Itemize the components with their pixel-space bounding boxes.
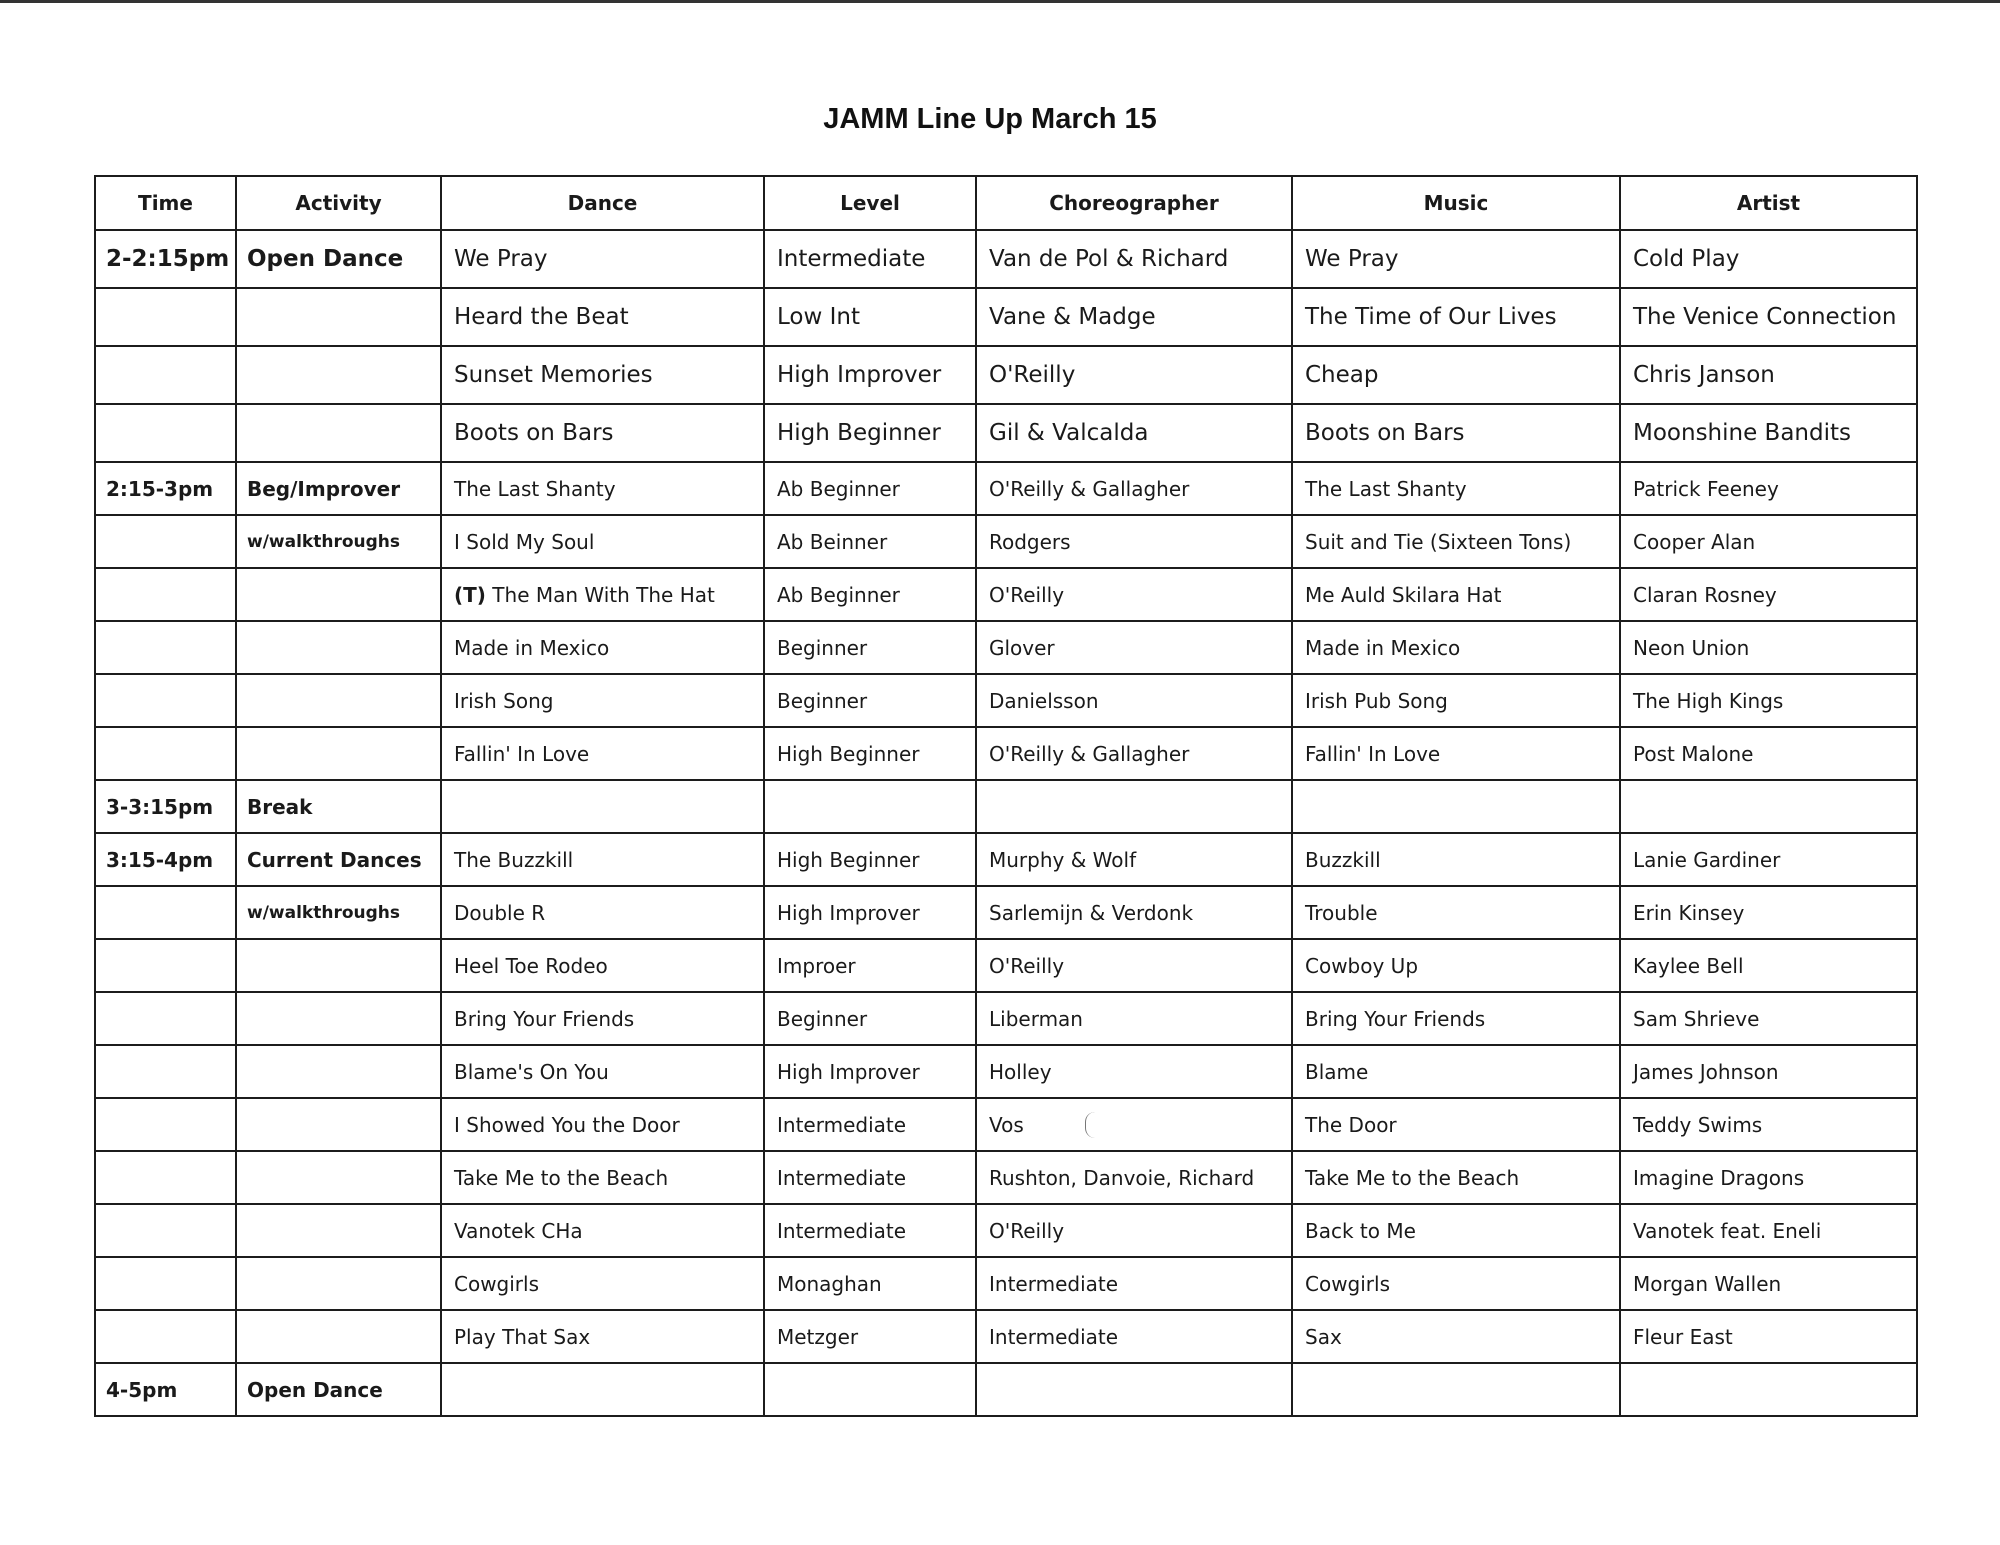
dance-cell: Made in Mexico — [441, 621, 764, 674]
music-cell: Cowgirls — [1292, 1257, 1620, 1310]
choreographer-cell: Holley — [976, 1045, 1292, 1098]
level-cell: Intermediate — [764, 1151, 976, 1204]
artist-cell: Cooper Alan — [1620, 515, 1917, 568]
choreographer-cell: Vane & Madge — [976, 288, 1292, 346]
level-cell: Intermediate — [764, 1204, 976, 1257]
level-cell: Monaghan — [764, 1257, 976, 1310]
music-cell: The Last Shanty — [1292, 462, 1620, 515]
music-cell: Buzzkill — [1292, 833, 1620, 886]
choreographer-cell: Intermediate — [976, 1310, 1292, 1363]
dance-cell: Play That Sax — [441, 1310, 764, 1363]
level-cell: Metzger — [764, 1310, 976, 1363]
activity-cell: Break — [236, 780, 441, 833]
table-row — [95, 992, 1917, 1045]
choreographer-cell: Gil & Valcalda — [976, 404, 1292, 462]
activity-cell: w/walkthroughs — [236, 886, 441, 939]
artist-cell: Lanie Gardiner — [1620, 833, 1917, 886]
header-artist: Artist — [1620, 176, 1917, 230]
choreographer-cell: O'Reilly — [976, 346, 1292, 404]
music-cell: Take Me to the Beach — [1292, 1151, 1620, 1204]
music-cell: Made in Mexico — [1292, 621, 1620, 674]
dance-cell: Irish Song — [441, 674, 764, 727]
choreographer-cell: Danielsson — [976, 674, 1292, 727]
artist-cell: Vanotek feat. Eneli — [1620, 1204, 1917, 1257]
header-activity: Activity — [236, 176, 441, 230]
choreographer-cell: O'Reilly — [976, 1204, 1292, 1257]
time-cell — [95, 404, 236, 462]
artist-cell: The Venice Connection — [1620, 288, 1917, 346]
table-row — [95, 886, 1917, 939]
level-cell: Low Int — [764, 288, 976, 346]
time-cell — [95, 1310, 236, 1363]
time-cell — [95, 515, 236, 568]
music-cell: The Door — [1292, 1098, 1620, 1151]
table-row — [95, 346, 1917, 404]
choreographer-cell: O'Reilly — [976, 939, 1292, 992]
table-row — [95, 674, 1917, 727]
music-cell: Suit and Tie (Sixteen Tons) — [1292, 515, 1620, 568]
header-music: Music — [1292, 176, 1620, 230]
table-row — [95, 515, 1917, 568]
dance-cell: Sunset Memories — [441, 346, 764, 404]
music-cell: Irish Pub Song — [1292, 674, 1620, 727]
level-cell: Ab Beginner — [764, 462, 976, 515]
activity-cell — [236, 1257, 441, 1310]
choreographer-cell: Vos — [976, 1098, 1292, 1151]
lineup-table — [94, 175, 1918, 1417]
dance-cell: Fallin' In Love — [441, 727, 764, 780]
dance-prefix: (T) — [454, 582, 486, 607]
time-cell — [95, 939, 236, 992]
artist-cell: Teddy Swims — [1620, 1098, 1917, 1151]
music-cell: Cheap — [1292, 346, 1620, 404]
music-cell: Me Auld Skilara Hat — [1292, 568, 1620, 621]
scan-top-edge — [0, 0, 2000, 3]
activity-cell — [236, 1151, 441, 1204]
activity-cell — [236, 1098, 441, 1151]
time-cell — [95, 1151, 236, 1204]
time-cell: 3-3:15pm — [95, 780, 236, 833]
artist-cell: Imagine Dragons — [1620, 1151, 1917, 1204]
time-cell — [95, 1204, 236, 1257]
choreographer-cell: Van de Pol & Richard — [976, 230, 1292, 288]
level-cell: Ab Beinner — [764, 515, 976, 568]
artist-cell: Sam Shrieve — [1620, 992, 1917, 1045]
table-row — [95, 462, 1917, 515]
time-cell — [95, 346, 236, 404]
level-cell: Beginner — [764, 992, 976, 1045]
music-cell — [1292, 780, 1620, 833]
music-cell: Blame — [1292, 1045, 1620, 1098]
header-time: Time — [95, 176, 236, 230]
level-cell: Intermediate — [764, 1098, 976, 1151]
time-cell: 2-2:15pm — [95, 230, 236, 288]
music-cell: Sax — [1292, 1310, 1620, 1363]
choreographer-cell: Glover — [976, 621, 1292, 674]
table-row — [95, 1045, 1917, 1098]
dance-cell: Vanotek CHa — [441, 1204, 764, 1257]
time-cell — [95, 674, 236, 727]
header-level: Level — [764, 176, 976, 230]
level-cell — [764, 1363, 976, 1416]
header-dance: Dance — [441, 176, 764, 230]
table-row — [95, 404, 1917, 462]
table-row — [95, 1363, 1917, 1416]
choreographer-cell: O'Reilly & Gallagher — [976, 727, 1292, 780]
artist-cell: Claran Rosney — [1620, 568, 1917, 621]
music-cell: Trouble — [1292, 886, 1620, 939]
level-cell: Beginner — [764, 621, 976, 674]
time-cell — [95, 992, 236, 1045]
music-cell: We Pray — [1292, 230, 1620, 288]
dance-cell: I Showed You the Door — [441, 1098, 764, 1151]
music-cell: Boots on Bars — [1292, 404, 1620, 462]
level-cell: Ab Beginner — [764, 568, 976, 621]
dance-cell — [441, 1363, 764, 1416]
artist-cell: Morgan Wallen — [1620, 1257, 1917, 1310]
choreographer-cell — [976, 1363, 1292, 1416]
dance-cell: Blame's On You — [441, 1045, 764, 1098]
level-cell: High Beginner — [764, 404, 976, 462]
artist-cell: Moonshine Bandits — [1620, 404, 1917, 462]
table-row — [95, 1151, 1917, 1204]
table-row — [95, 1098, 1917, 1151]
table-row — [95, 621, 1917, 674]
artist-cell: The High Kings — [1620, 674, 1917, 727]
dance-cell: The Buzzkill — [441, 833, 764, 886]
activity-cell — [236, 1045, 441, 1098]
artist-cell — [1620, 780, 1917, 833]
table-row — [95, 288, 1917, 346]
level-cell — [764, 780, 976, 833]
time-cell: 3:15-4pm — [95, 833, 236, 886]
artist-cell: Erin Kinsey — [1620, 886, 1917, 939]
dance-cell: The Last Shanty — [441, 462, 764, 515]
music-cell: Cowboy Up — [1292, 939, 1620, 992]
music-cell: Bring Your Friends — [1292, 992, 1620, 1045]
choreographer-cell: Rushton, Danvoie, Richard — [976, 1151, 1292, 1204]
activity-cell: Open Dance — [236, 1363, 441, 1416]
music-cell: The Time of Our Lives — [1292, 288, 1620, 346]
music-cell — [1292, 1363, 1620, 1416]
level-cell: Beginner — [764, 674, 976, 727]
activity-cell: Beg/Improver — [236, 462, 441, 515]
activity-cell — [236, 727, 441, 780]
dance-cell: Boots on Bars — [441, 404, 764, 462]
choreographer-cell: O'Reilly — [976, 568, 1292, 621]
activity-cell — [236, 346, 441, 404]
dance-cell: We Pray — [441, 230, 764, 288]
level-cell: High Improver — [764, 346, 976, 404]
artist-cell: Kaylee Bell — [1620, 939, 1917, 992]
pen-mark — [1085, 1112, 1100, 1138]
artist-cell: Chris Janson — [1620, 346, 1917, 404]
level-cell: High Improver — [764, 886, 976, 939]
dance-cell: Take Me to the Beach — [441, 1151, 764, 1204]
choreographer-cell: Liberman — [976, 992, 1292, 1045]
dance-cell — [441, 568, 764, 621]
dance-cell: Cowgirls — [441, 1257, 764, 1310]
artist-cell: James Johnson — [1620, 1045, 1917, 1098]
level-cell: High Improver — [764, 1045, 976, 1098]
dance-cell: Heel Toe Rodeo — [441, 939, 764, 992]
activity-cell: w/walkthroughs — [236, 515, 441, 568]
choreographer-cell: O'Reilly & Gallagher — [976, 462, 1292, 515]
header-row — [95, 176, 1917, 230]
table-row — [95, 1310, 1917, 1363]
time-cell — [95, 621, 236, 674]
dance-cell: Double R — [441, 886, 764, 939]
time-cell — [95, 886, 236, 939]
choreographer-cell — [976, 780, 1292, 833]
level-cell: High Beginner — [764, 727, 976, 780]
choreographer-cell: Rodgers — [976, 515, 1292, 568]
choreographer-cell: Murphy & Wolf — [976, 833, 1292, 886]
activity-cell: Current Dances — [236, 833, 441, 886]
time-cell — [95, 1098, 236, 1151]
activity-cell — [236, 939, 441, 992]
activity-cell — [236, 1204, 441, 1257]
dance-cell: I Sold My Soul — [441, 515, 764, 568]
table-row — [95, 939, 1917, 992]
table-row — [95, 727, 1917, 780]
choreographer-cell: Intermediate — [976, 1257, 1292, 1310]
choreographer-cell: Sarlemijn & Verdonk — [976, 886, 1292, 939]
time-cell — [95, 1257, 236, 1310]
activity-cell — [236, 621, 441, 674]
dance-title: The Man With The Hat — [492, 582, 715, 607]
level-cell: Intermediate — [764, 230, 976, 288]
table-row — [95, 568, 1917, 621]
artist-cell — [1620, 1363, 1917, 1416]
music-cell: Fallin' In Love — [1292, 727, 1620, 780]
time-cell: 2:15-3pm — [95, 462, 236, 515]
activity-cell — [236, 992, 441, 1045]
activity-cell — [236, 404, 441, 462]
dance-cell: Heard the Beat — [441, 288, 764, 346]
time-cell — [95, 727, 236, 780]
activity-cell — [236, 1310, 441, 1363]
dance-cell: Bring Your Friends — [441, 992, 764, 1045]
table-row — [95, 833, 1917, 886]
dance-cell — [441, 780, 764, 833]
table-row — [95, 230, 1917, 288]
artist-cell: Neon Union — [1620, 621, 1917, 674]
artist-cell: Patrick Feeney — [1620, 462, 1917, 515]
artist-cell: Cold Play — [1620, 230, 1917, 288]
table-row — [95, 1257, 1917, 1310]
time-cell: 4-5pm — [95, 1363, 236, 1416]
table-row — [95, 1204, 1917, 1257]
activity-cell — [236, 674, 441, 727]
artist-cell: Post Malone — [1620, 727, 1917, 780]
artist-cell: Fleur East — [1620, 1310, 1917, 1363]
activity-cell — [236, 288, 441, 346]
level-cell: Improer — [764, 939, 976, 992]
activity-cell: Open Dance — [236, 230, 441, 288]
time-cell — [95, 1045, 236, 1098]
header-choreographer: Choreographer — [976, 176, 1292, 230]
page-title: JAMM Line Up March 15 — [823, 103, 1157, 135]
activity-cell — [236, 568, 441, 621]
level-cell: High Beginner — [764, 833, 976, 886]
table-row — [95, 780, 1917, 833]
time-cell — [95, 288, 236, 346]
music-cell: Back to Me — [1292, 1204, 1620, 1257]
time-cell — [95, 568, 236, 621]
